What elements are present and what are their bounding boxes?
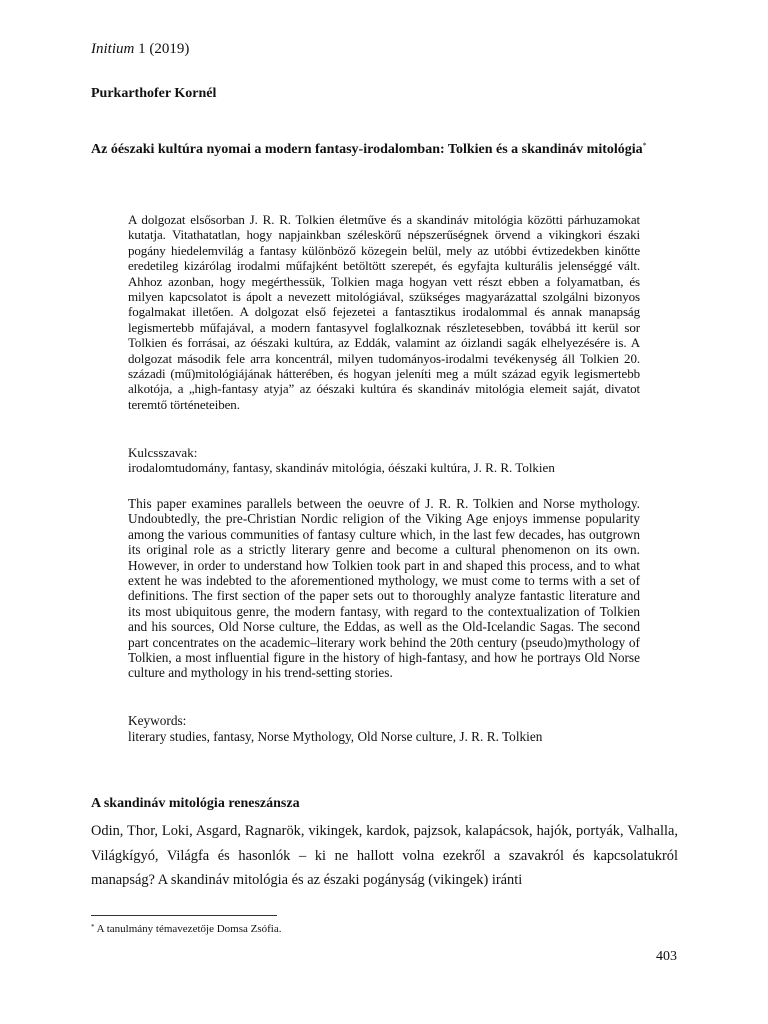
footnote [91,923,281,935]
title-footnote-mark: * [642,141,647,150]
article-title-text: Az óészaki kultúra nyomai a modern fantasy-irodalomban: Tolkien és a skandináv mitológia [91,142,643,157]
volume-year: 1 (2019) [138,41,190,57]
body-paragraph: Odin, Thor, Loki, Asgard, Ragnarök, vikingek, kardok, pajzsok, kalapácsok, hajók, portyák, Valhalla, Világkígyó, Világfa és hasonlók – ki ne hallott volna ezekről a szavakról és kapcsolatukról manapság? A skandináv mitológia és az északi pogányság (vikingek) iránti [91,823,678,888]
footnote-text: A tanulmány témavezetője Domsa Zsófia. [96,923,282,935]
footnote-divider [91,915,277,916]
abstract-english: This paper examines parallels between the oeuvre of J. R. R. Tolkien and Norse mythology. Undoubtedly, the pre-Christian Nordic religion of the Viking Age enjoys immense popularity among the various communities of fantasy culture which, in the last few decades, has outgrown its original role as a strictly literary genre and become a cultural phenomenon on its own. However, in order to understand how Tolkien took part in and shaped this process, and to what extent he was indebted to the aforementioned mythology, we must come to terms with a set of definitions. The first section of the paper sets out to thoroughly analyze fantastic literature and its most ubiquitous genre, the modern fantasy, with regard to the contextualization of Tolkien and his sources, Old Norse culture, the Eddas, as well as the Old-Icelandic Sagas. The second part concentrates on the academic–literary work behind the 20th century (pseudo)mythology of Tolkien, a most influential figure in the history of high-fantasy, and how he portrays Old Norse culture and mythology in his trend-setting stories. [128,496,640,681]
author-name: Purkarthofer Kornél [91,86,217,101]
article-title [91,132,678,164]
abstract-hungarian: A dolgozat elsősorban J. R. R. Tolkien életműve és a skandináv mitológia közötti párhuzamokat kutatja. Vitathatatlan, hogy napjainkban széleskörű népszerűségnek örvend a vikingkori északi pogány hiedelemvilág a fantasy különböző közegein belül, mely az utóbbi évtizedekben kinőtte eredetileg kizárólag irodalmi műfajként betöltött szerepét, és egyfajta kulturális jelenséggé vált. Ahhoz azonban, hogy megérthessük, Tolkien maga hogyan vett részt ebben a folyamatban, és milyen kapcsolatot is ápolt a nevezett mitológiával, szükséges magyarázattal szolgálni bizonyos fogalmakat illetően. A dolgozat első fejezetei a fantasztikus irodalommal és annak manapság legismertebb műfajával, a modern fantasyvel foglalkoznak részletesebben, továbbá itt kerül sor Tolkien és forrásai, az óészaki kultúra, az Eddák, valamint az óizlandi sagák elhelyezésére is. A dolgozat második fele arra koncentrál, milyen tudományos-irodalmi tevékenység áll Tolkien 20. századi (mű)mitológiájának hátterében, és hogyan jeleníti meg a múlt század egyik legismertebb alkotója, a „high-fantasy atyja” az óészaki kultúra és skandináv mitológia elemeit saját, divatot teremtő történeteiben. [128,212,640,412]
keywords-hu-label: Kulcsszavak: [128,445,198,460]
footnote-mark: * [91,923,95,931]
keywords-hu-list: irodalomtudomány, fantasy, skandináv mitológia, óészaki kultúra, J. R. R. Tolkien [128,460,555,475]
page-number: 403 [656,949,677,964]
journal-name: Initium [91,41,135,57]
keywords-en-list: literary studies, fantasy, Norse Mythology, Old Norse culture, J. R. R. Tolkien [128,729,543,744]
keywords-en-label: Keywords: [128,713,187,728]
running-header [91,41,189,58]
section-heading: A skandináv mitológia reneszánsza [91,796,300,811]
